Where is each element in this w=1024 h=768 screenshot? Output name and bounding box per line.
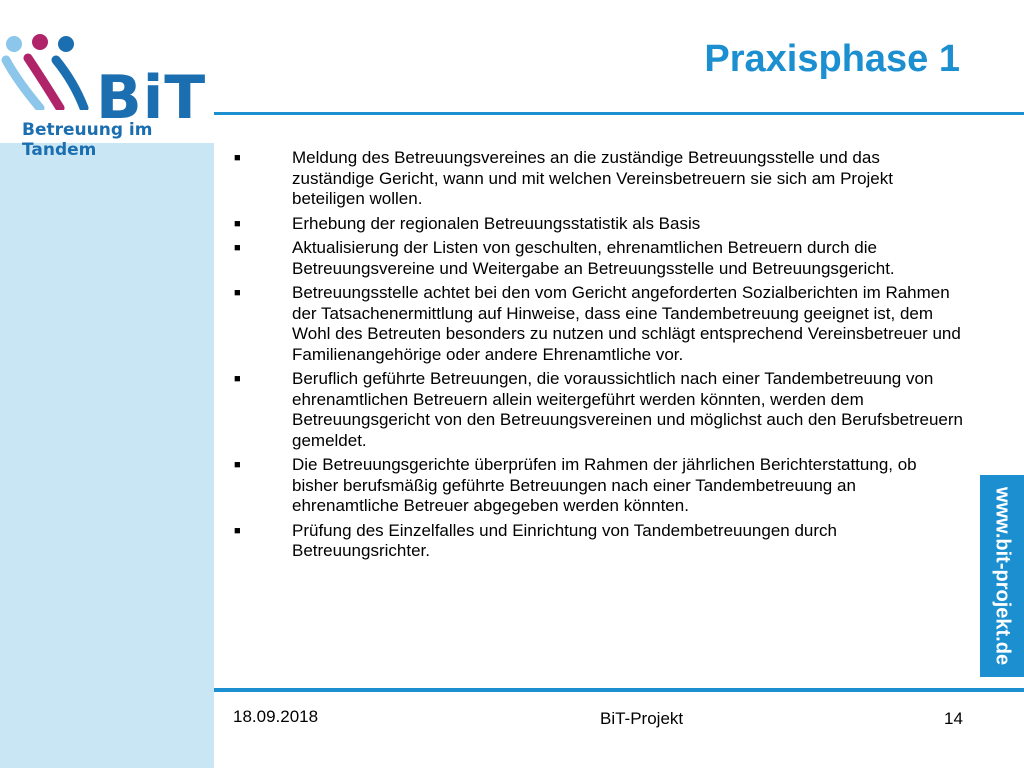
slide-title: Praxisphase 1	[704, 38, 960, 80]
bullet-marker-icon: ■	[234, 152, 241, 164]
bullet-item	[226, 214, 966, 235]
tandem-people-icon	[0, 30, 100, 110]
footer-divider	[214, 688, 1024, 692]
bullet-list	[226, 148, 966, 566]
bullet-item	[226, 369, 966, 451]
bullet-text: Prüfung des Einzelfalles und Einrichtung von Tandembetreuungen durch Betreuungsrichter.	[292, 520, 837, 560]
title-divider	[214, 112, 1024, 115]
logo-tagline: Betreuung im Tandem	[22, 120, 153, 160]
website-url: www.bit-projekt.de	[991, 486, 1014, 666]
bullet-item	[226, 238, 966, 279]
page-number: 14	[944, 709, 963, 728]
bit-logo	[0, 30, 215, 160]
bullet-marker-icon: ■	[234, 524, 241, 537]
bullet-text: Beruflich geführte Betreuungen, die voraussichtlich nach einer Tandembetreuung von ehrenamtlichen Betreuern allein weitergeführt werden könnten, werden dem Betreuungsgericht von den Betreuungsvereinen und möglichst auch den Berufsbetreuern gemeldet.	[292, 369, 963, 450]
footer-date: 18.09.2018	[233, 707, 319, 726]
bullet-marker-icon: ■	[234, 373, 241, 385]
bullet-item	[226, 455, 966, 517]
bullet-item	[226, 521, 966, 562]
bullet-text: Die Betreuungsgerichte überprüfen im Rahmen der jährlichen Berichterstattung, ob bisher berufsmäßig geführte Betreuungen nach einer Tandembetreuung an ehrenamtliche Betreuer abgegeben werden könnten.	[292, 455, 917, 515]
bullet-marker-icon: ■	[234, 242, 241, 254]
logo-wordmark: BiT	[96, 63, 207, 133]
bullet-text: Erhebung der regionalen Betreuungsstatistik als Basis	[292, 213, 701, 233]
bullet-text: Betreuungsstelle achtet bei den vom Gericht angeforderten Sozialberichten im Rahmen der Tatsachenermittlung auf Hinweise, dass eine Tandembetreuung geeignet ist, dem Wohl des Betreuten besonders zu nutzen und schlägt entsprechend Vereinsbetreuer und Familienangehörige oder andere Ehrenamtliche vor.	[292, 283, 961, 364]
bullet-text: Meldung des Betreuungsvereines an die zuständige Betreuungsstelle und das zuständige Gericht, wann und mit welchen Vereinsbetreuern sie sich am Projekt beteiligen wollen.	[292, 148, 893, 208]
bullet-marker-icon: ■	[234, 459, 241, 471]
left-sidebar	[0, 143, 214, 768]
bullet-text: Aktualisierung der Listen von geschulten, ehrenamtlichen Betreuern durch die Betreuungsvereine und Weitergabe an Betreuungsstelle und Betreuungsgericht.	[292, 238, 895, 278]
bullet-marker-icon: ■	[234, 217, 241, 230]
bullet-item	[226, 148, 966, 210]
bullet-item	[226, 283, 966, 365]
bullet-marker-icon: ■	[234, 287, 241, 299]
footer-project-name: BiT-Projekt	[600, 709, 684, 728]
